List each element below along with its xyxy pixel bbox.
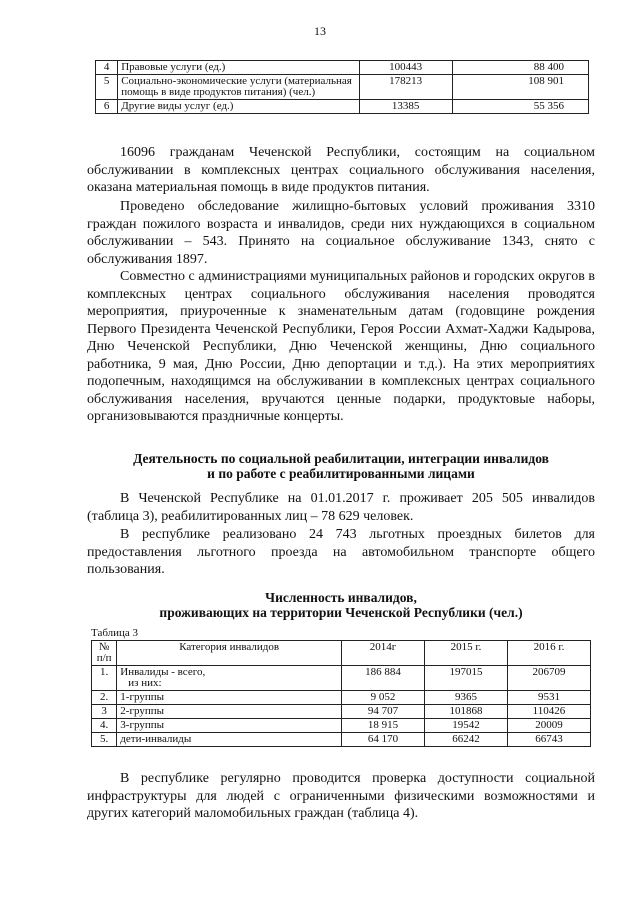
table-label: Таблица 3 xyxy=(91,627,139,639)
row-number: 5. xyxy=(92,733,117,747)
header-2016: 2016 г. xyxy=(507,641,590,666)
header-number: № п/п xyxy=(92,641,117,666)
paragraph-food-aid: 16096 гражданам Чеченской Республики, состоящим на социальном обслуживании в комплексных центрах социального обслуживания населения, оказана материальная помощь в виде продуктов питания. xyxy=(87,145,595,195)
row-number: 5 xyxy=(96,75,118,100)
category-label: дети-инвалиды xyxy=(117,733,342,747)
disabled-persons-table xyxy=(91,640,591,747)
category-label: 2-группы xyxy=(117,705,342,719)
table-row xyxy=(92,705,591,719)
value-2016: 20009 xyxy=(507,719,590,733)
row-number: 1. xyxy=(92,666,117,691)
table-row xyxy=(92,691,591,705)
value-2015: 101868 xyxy=(424,705,507,719)
header-2014: 2014г xyxy=(341,641,424,666)
value-2014: 64 170 xyxy=(341,733,424,747)
table-title-line1: Численность инвалидов, xyxy=(265,590,417,605)
value-2016: 9531 xyxy=(507,691,590,705)
header-category: Категория инвалидов xyxy=(117,641,342,666)
section-heading-line2: и по работе с реабилитированными лицами xyxy=(207,465,475,481)
table-title xyxy=(87,591,595,620)
paragraph-disabled-count: В Чеченской Республике на 01.01.2017 г. проживает 205 505 инвалидов (таблица 3), реабилитированных лиц – 78 629 человек. xyxy=(87,491,595,524)
table-header-row xyxy=(92,641,591,666)
value-2016: 88 400 xyxy=(452,61,589,75)
table-row xyxy=(96,75,589,100)
paragraph-accessibility: В республике регулярно проводится проверка доступности социальной инфраструктуры для людей с ограниченными физическими возможностями и других категорий маломобильных граждан (таблица 4). xyxy=(87,771,595,821)
value-2014: 186 884 xyxy=(341,666,424,691)
value-2016: 66743 xyxy=(507,733,590,747)
service-label: Правовые услуги (ед.) xyxy=(118,61,360,75)
paragraph-inspection: Проведено обследование жилищно-бытовых условий проживания 3310 граждан пожилого возраста и инвалидов, среди них нуждающихся в социальном обслуживании – 543. Принято на социальное обслуживание 1343, снято с обслуживания 1897. xyxy=(87,199,595,267)
category-sublabel: из них: xyxy=(128,677,162,689)
table-title-line2: проживающих на территории Чеченской Республики (чел.) xyxy=(159,604,523,620)
row-number: 6 xyxy=(96,100,118,114)
category-label: Инвалиды - всего, xyxy=(120,666,206,678)
row-number: 2. xyxy=(92,691,117,705)
section-heading xyxy=(87,452,595,481)
table-row xyxy=(96,100,589,114)
value-2014: 18 915 xyxy=(341,719,424,733)
row-number: 4 xyxy=(96,61,118,75)
value-2016: 206709 xyxy=(507,666,590,691)
paragraph-events: Совместно с администрациями муниципальных районов и городских округов в комплексных центрах социального обслуживания населения проводятся мероприятия, приуроченные к знаменательным датам (годовщине рождения Первого Президента Чеченской Республики, Героя России Ахмат-Хаджи Кадырова, Дню Чеченской Республики, Дню Чеченской женщины, Дню социального работника, 9 мая, Дню России, Дню депортации и т.д.). На этих мероприятиях подопечным, находящимся на обслуживании в комплексных центрах социального обслуживания населения, вручаются ценные подарки, продуктовые наборы, организовываются праздничные концерты. xyxy=(87,269,595,424)
value-2015: 178213 xyxy=(359,75,452,100)
paragraph-tickets: В республике реализовано 24 743 льготных проездных билетов для предоставления льготного проезда на автомобильном транспорте общего пользования. xyxy=(87,527,595,577)
table-row xyxy=(92,719,591,733)
section-heading-line1: Деятельность по социальной реабилитации, интеграции инвалидов xyxy=(133,451,549,466)
table-row xyxy=(96,61,589,75)
row-number: 3 xyxy=(92,705,117,719)
value-2016: 55 356 xyxy=(452,100,589,114)
value-2015: 9365 xyxy=(424,691,507,705)
value-2015: 100443 xyxy=(359,61,452,75)
header-2015: 2015 г. xyxy=(424,641,507,666)
table-row xyxy=(92,666,591,691)
service-label: Социально-экономические услуги (материальная помощь в виде продуктов питания) (чел.) xyxy=(118,75,360,100)
value-2016: 108 901 xyxy=(452,75,589,100)
category-label: 1-группы xyxy=(117,691,342,705)
services-table xyxy=(95,60,589,114)
value-2015: 66242 xyxy=(424,733,507,747)
value-2015: 197015 xyxy=(424,666,507,691)
category-cell xyxy=(117,666,342,691)
value-2015: 19542 xyxy=(424,719,507,733)
row-number: 4. xyxy=(92,719,117,733)
value-2015: 13385 xyxy=(359,100,452,114)
value-2016: 110426 xyxy=(507,705,590,719)
table-row xyxy=(92,733,591,747)
page-number: 13 xyxy=(314,24,326,38)
value-2014: 94 707 xyxy=(341,705,424,719)
value-2014: 9 052 xyxy=(341,691,424,705)
service-label: Другие виды услуг (ед.) xyxy=(118,100,360,114)
category-label: 3-группы xyxy=(117,719,342,733)
